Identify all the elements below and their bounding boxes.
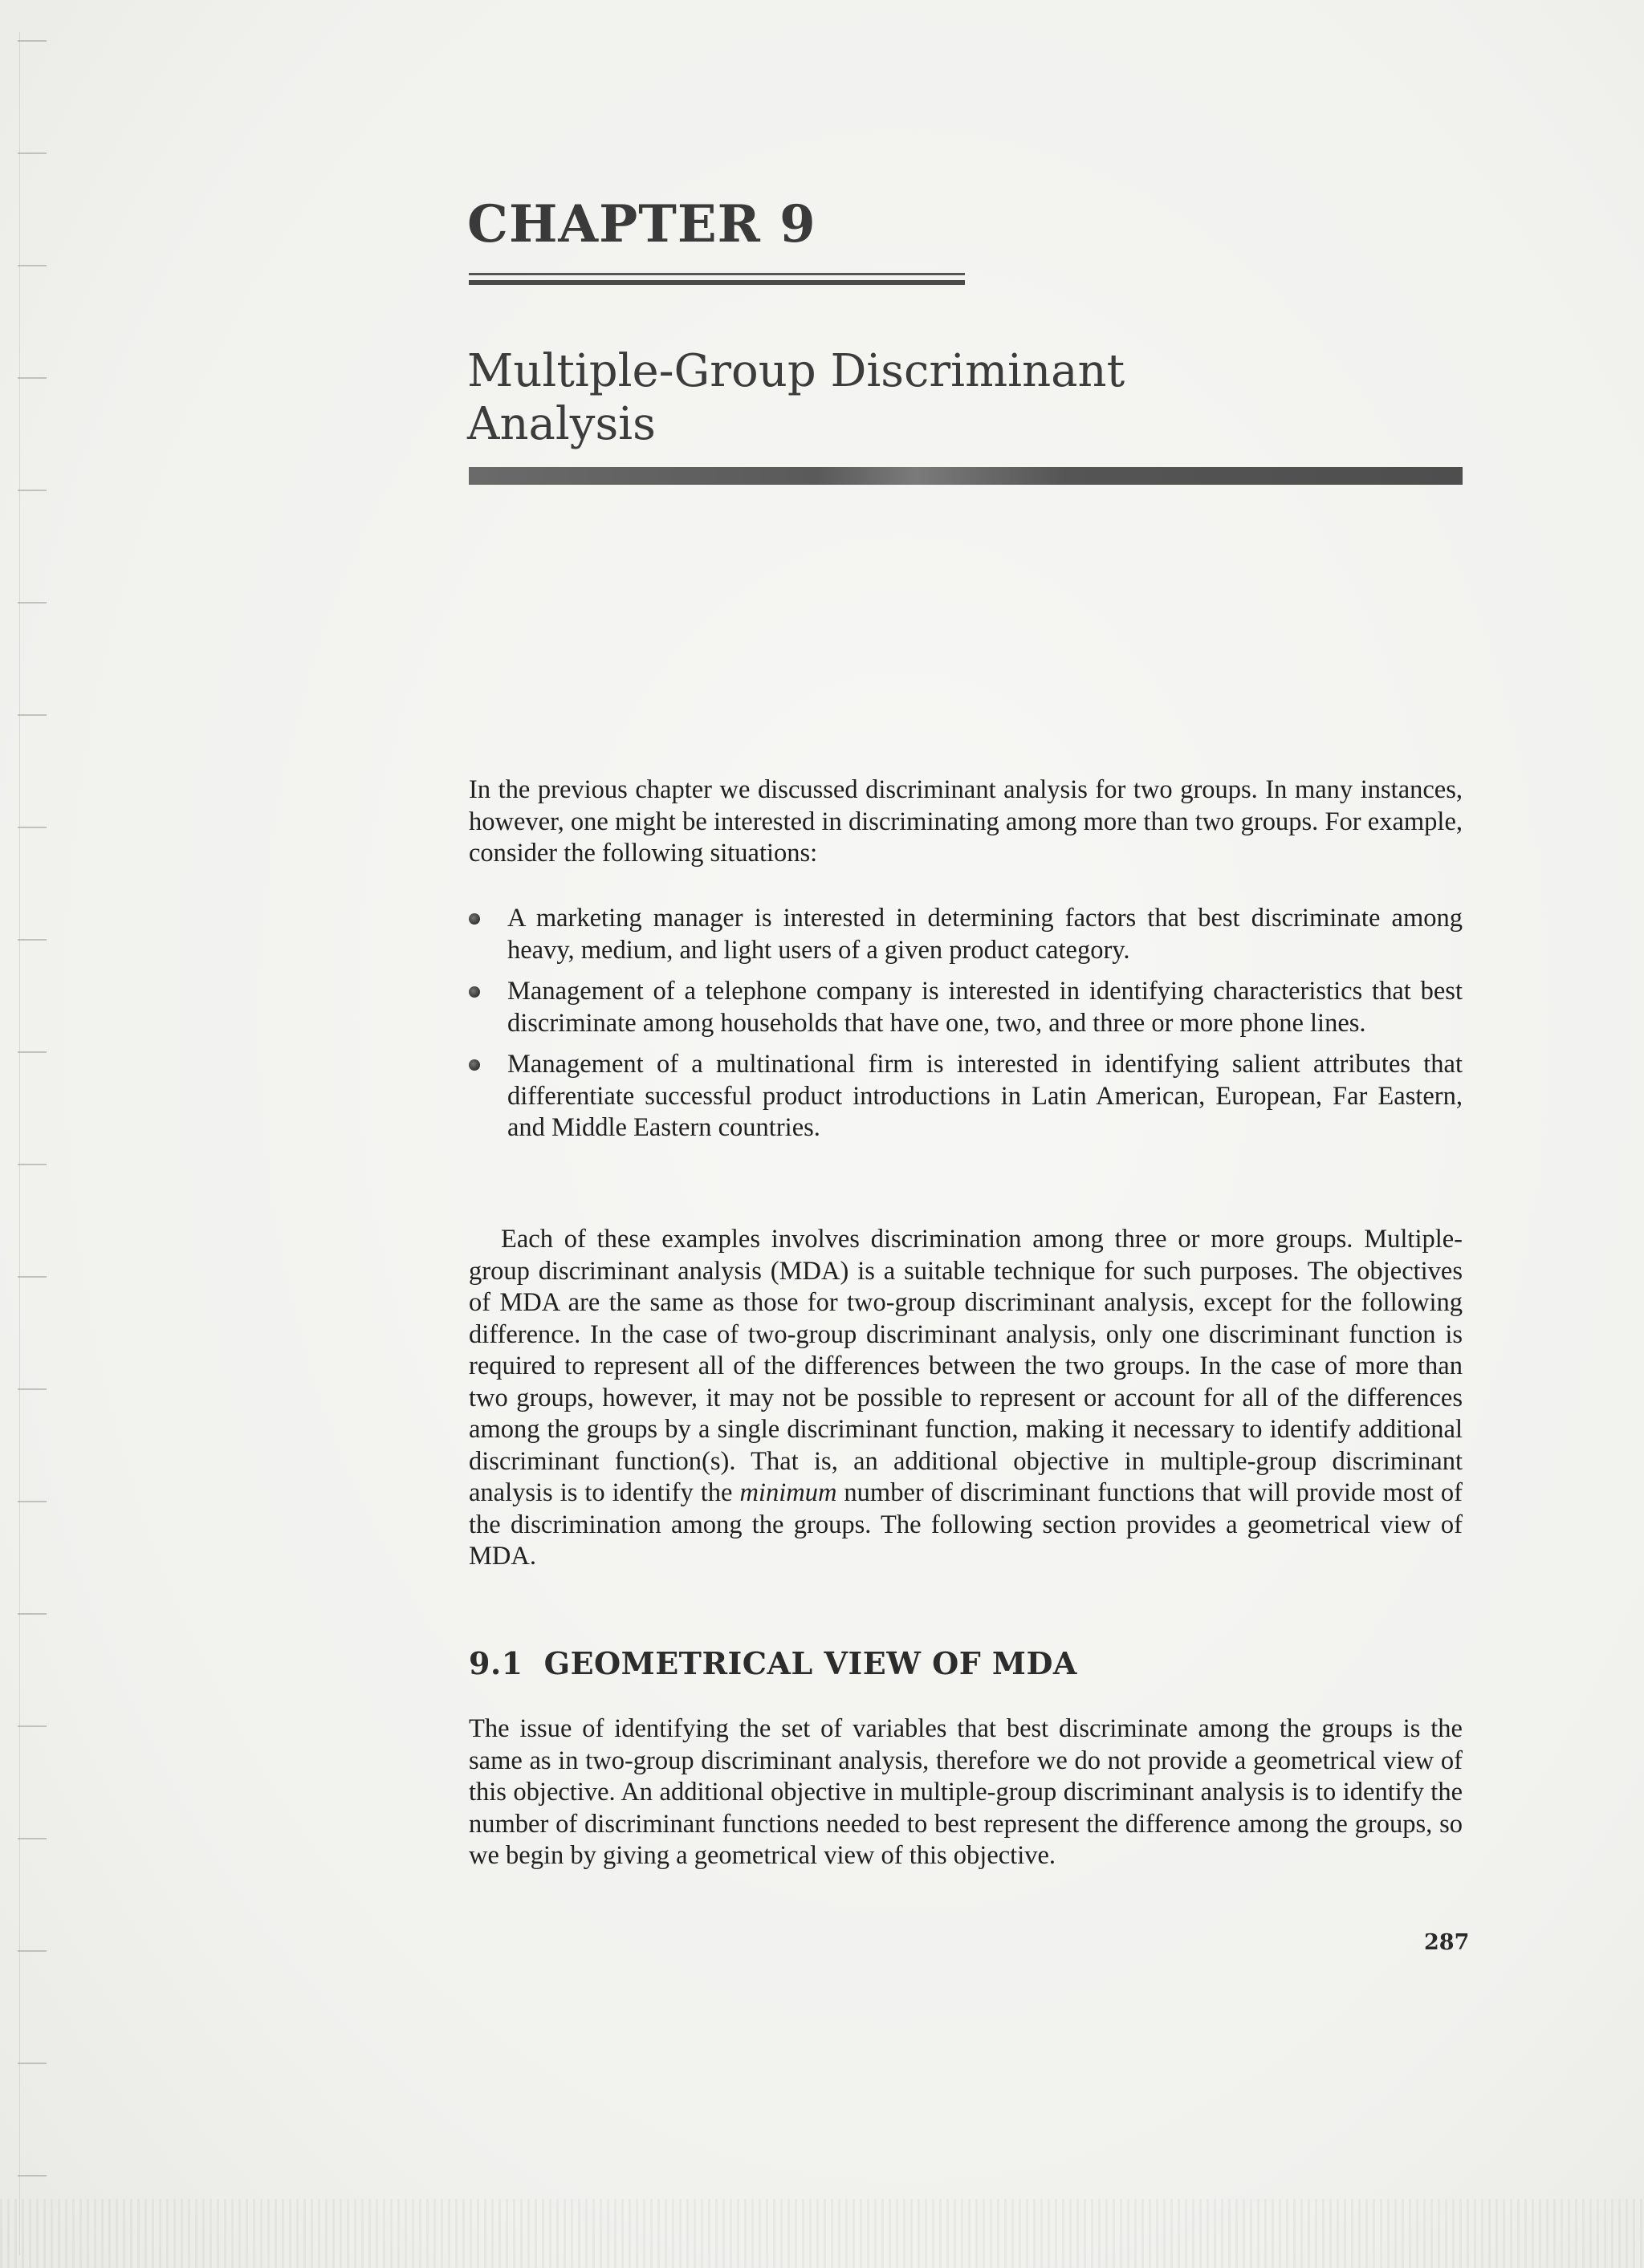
binding-mark: [18, 1276, 47, 1278]
intro-paragraph: In the previous chapter we discussed discriminant analysis for two groups. In many instances, however, one might be interested in discriminating among more than two groups. For example, consider the following situations:: [469, 775, 1463, 868]
binding-mark: [18, 602, 47, 604]
section-number: 9.1: [469, 1645, 523, 1681]
list-item-text: Management of a telephone company is interested in identifying characteristics that best discriminate among households that have one, two, and three or more phone lines.: [507, 977, 1463, 1038]
binding-mark: [18, 490, 47, 491]
list-item: [469, 976, 1463, 1039]
page-number: 287: [1424, 1930, 1470, 1955]
binding-mark: [18, 1613, 47, 1615]
list-item-text: Management of a multinational firm is interested in identifying salient attributes that differentiate successful product introductions in Latin American, European, Far Eastern, and Middle Eastern countries.: [507, 1050, 1463, 1142]
list-item: [469, 903, 1463, 966]
binding-mark: [18, 265, 47, 266]
title-bar: [469, 467, 1463, 485]
binding-mark: [18, 939, 47, 941]
binding-mark: [18, 827, 47, 828]
chapter-title: [467, 345, 1270, 451]
binding-mark: [18, 2063, 47, 2064]
binding-line: [19, 32, 20, 2255]
binding-mark: [18, 714, 47, 716]
paragraph-text: Each of these examples involves discrimination among three or more groups. Multiple-group discriminant analysis (MDA) is a suitable technique for such purposes. The objectives of MDA are the same as those for two-group discriminant analysis, except for the following difference. In the case of two-group discriminant analysis, only one discriminant function is required to represent all of the differences between the two groups. In the case of more than two groups, however, it may not be possible to represent or account for all of the differences among the groups by a single discriminant function, making it necessary to identify additional discriminant function(s). That is, an additional objective in multiple-group discriminant analysis is to identify the: [469, 1225, 1463, 1507]
binding-mark: [18, 377, 47, 379]
bullet-icon: [469, 1059, 480, 1071]
binding-edge: [18, 32, 50, 2263]
binding-mark: [18, 1950, 47, 1952]
chapter-rule: [469, 280, 965, 285]
paragraph-text: number of discriminant functions that will provide most of the discrimination among the groups. The following section provides a geometrical view of MDA.: [469, 1478, 1463, 1571]
binding-mark: [18, 1051, 47, 1053]
list-item: [469, 1049, 1463, 1144]
emphasis-minimum: minimum: [739, 1478, 837, 1507]
section-title: GEOMETRICAL VIEW OF MDA: [543, 1645, 1077, 1681]
bullet-icon: [469, 986, 480, 998]
binding-mark: [18, 1501, 47, 1502]
binding-mark: [18, 1725, 47, 1727]
binding-mark: [18, 1388, 47, 1390]
section-heading: [469, 1645, 1077, 1681]
geometrical-view-paragraph: The issue of identifying the set of variables that best discriminate among the groups is the same as in two-group discriminant analysis, therefore we do not provide a geometrical view of this objective. An additional objective in multiple-group discriminant analysis is to identify the number of discriminant functions needed to best represent the difference among the groups, so we begin by giving a geometrical view of this objective.: [469, 1714, 1463, 1870]
binding-mark: [18, 1838, 47, 1839]
binding-mark: [18, 2175, 47, 2177]
chapter-title-line2: Analysis: [467, 398, 656, 450]
binding-mark: [18, 1164, 47, 1165]
scan-noise: [0, 2199, 1644, 2268]
chapter-rule: [469, 273, 965, 275]
chapter-label: CHAPTER 9: [467, 194, 816, 254]
mda-objectives-paragraph: [469, 1224, 1463, 1573]
binding-mark: [18, 40, 47, 42]
bullet-icon: [469, 913, 480, 925]
list-item-text: A marketing manager is interested in determining factors that best discriminate among heavy, medium, and light users of a given product category.: [507, 904, 1463, 965]
binding-mark: [18, 152, 47, 154]
chapter-title-line1: Multiple-Group Discriminant: [467, 345, 1125, 397]
situations-list: [469, 903, 1463, 1154]
